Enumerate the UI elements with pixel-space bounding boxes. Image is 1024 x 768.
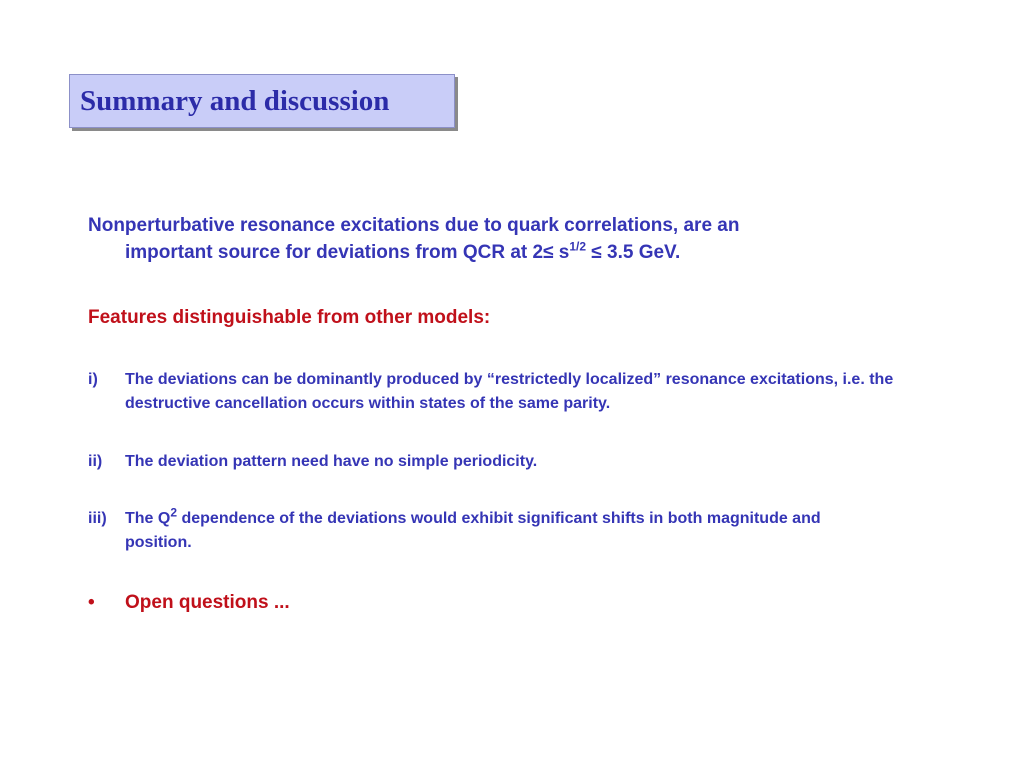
- bullet-marker: •: [88, 592, 95, 613]
- title-box: [69, 74, 455, 128]
- list-marker: ii): [88, 453, 103, 470]
- list-item-text: The deviation pattern need have no simple periodicity.: [125, 453, 538, 470]
- page-title: Summary and discussion: [80, 85, 390, 117]
- intro-line-2: [88, 239, 888, 266]
- bullet-open-questions: [88, 590, 290, 616]
- list-item-text-post: dependence of the deviations would exhibit significant shifts in both magnitude and position.: [125, 510, 821, 551]
- list-item-exponent: 2: [170, 505, 178, 520]
- bullet-text: Open questions ...: [125, 592, 290, 613]
- intro-exponent: 1/2: [569, 239, 587, 254]
- list-item-text: The deviations can be dominantly produced by “restrictedly localized” resonance excitations, i.e. the destructive cancellation occurs within states of the same parity.: [125, 371, 894, 412]
- list-item-text: [125, 507, 865, 555]
- intro-line-1: Nonperturbative resonance excitations due to quark correlations, are an: [88, 215, 740, 236]
- list-item-ii: [88, 450, 945, 474]
- list-item-i: [88, 368, 945, 416]
- list-item-text-pre: The Q: [125, 510, 171, 527]
- list-marker: i): [88, 371, 98, 388]
- intro-line-2-post: ≤ 3.5 GeV.: [586, 242, 681, 263]
- list-item-iii: [88, 507, 865, 555]
- features-heading: Features distinguishable from other models:: [88, 307, 491, 328]
- intro-paragraph: [88, 212, 888, 266]
- list-marker: iii): [88, 510, 107, 527]
- intro-line-2-pre: important source for deviations from QCR at 2≤ s: [125, 242, 570, 263]
